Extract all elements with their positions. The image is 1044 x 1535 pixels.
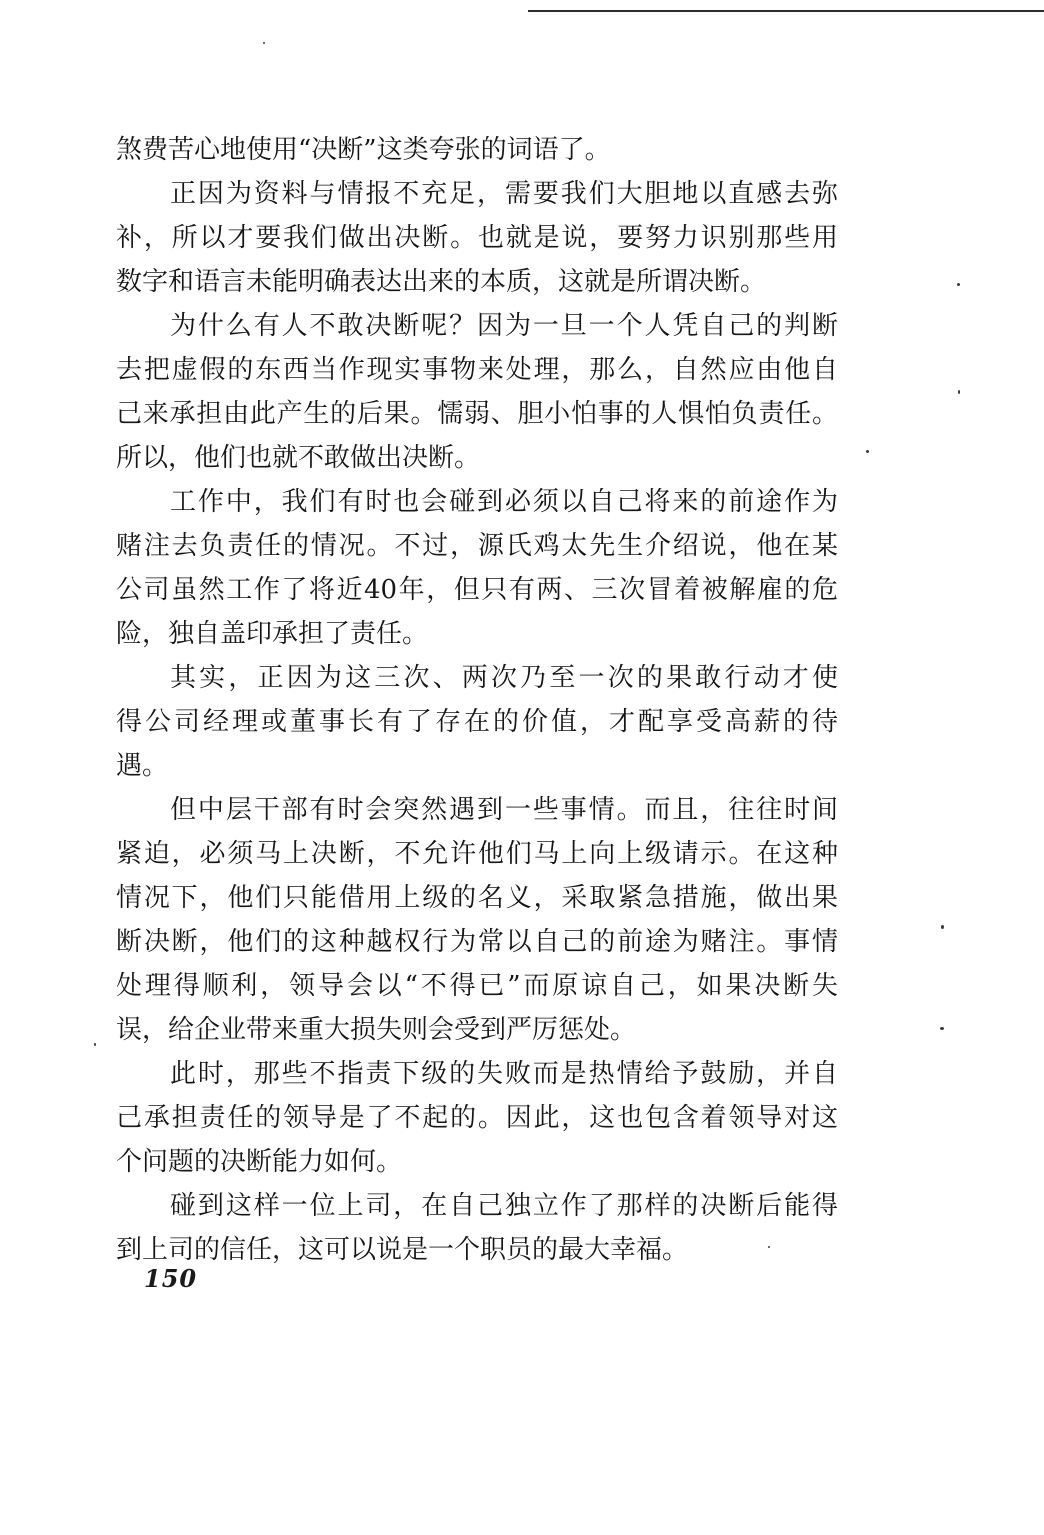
text-line: 碰到这样一位上司，在自己独立作了那样的决断后能得: [170, 1191, 838, 1221]
text-line: 其实，正因为这三次、两次乃至一次的果敢行动才使: [170, 663, 838, 693]
text-line: 得公司经理或董事长有了存在的价值，才配享受高薪的待: [116, 707, 838, 737]
text-line: 己承担责任的领导是了不起的。因此，这也包含着领导对这: [116, 1103, 838, 1133]
scan-speck: [263, 42, 265, 44]
paragraph: [116, 480, 838, 656]
scan-speck: [940, 1027, 944, 1030]
text-line: 险，独自盖印承担了责任。: [116, 619, 429, 649]
text-line: 个问题的决断能力如何。: [116, 1147, 403, 1177]
top-rule: [528, 10, 1044, 12]
text-line: 断决断，他们的这种越权行为常以自己的前途为赌注。事情: [116, 927, 838, 957]
text-line: 到上司的信任，这可以说是一个职员的最大幸福。: [116, 1235, 689, 1265]
text-line: 遇。: [116, 751, 169, 781]
text-line: 情况下，他们只能借用上级的名义，采取紧急措施，做出果: [116, 883, 838, 913]
text-line: 此时，那些不指责下级的失败而是热情给予鼓励，并自: [170, 1059, 838, 1089]
scan-speck: [94, 1043, 96, 1046]
text-line: 处理得顺利，领导会以“不得已”而原谅自己，如果决断失: [116, 971, 838, 1001]
text-line: 为什么有人不敢决断呢？因为一旦一个人凭自己的判断: [170, 311, 838, 341]
text-line: 煞费苦心地使用“决断”这类夸张的词语了。: [116, 135, 611, 165]
scan-speck: [866, 450, 869, 453]
paragraph: [116, 304, 838, 480]
text-line: 补，所以才要我们做出决断。也就是说，要努力识别那些用: [116, 223, 838, 253]
text-line: 去把虚假的东西当作现实事物来处理，那么，自然应由他自: [116, 355, 838, 385]
text-line: 工作中，我们有时也会碰到必须以自己将来的前途作为: [170, 487, 838, 517]
text-line: 赌注去负责任的情况。不过，源氏鸡太先生介绍说，他在某: [116, 531, 838, 561]
paragraph: [116, 788, 838, 1052]
text-line: 数字和语言未能明确表达出来的本质，这就是所谓决断。: [116, 267, 767, 297]
text-line: 公司虽然工作了将近40年，但只有两、三次冒着被解雇的危: [116, 575, 838, 605]
page-body-text: [116, 128, 838, 1272]
text-line: 己来承担由此产生的后果。懦弱、胆小怕事的人惧怕负责任。: [116, 399, 838, 429]
page-number: 150: [144, 1264, 198, 1293]
scan-speck: [957, 283, 960, 286]
paragraph: [116, 1184, 838, 1272]
text-line: 正因为资料与情报不充足，需要我们大胆地以直感去弥: [170, 179, 838, 209]
paragraph: [116, 1052, 838, 1184]
paragraph: [116, 128, 838, 172]
text-line: 所以，他们也就不敢做出决断。: [116, 443, 481, 473]
text-line: 误，给企业带来重大损失则会受到严厉惩处。: [116, 1015, 637, 1045]
scan-speck: [958, 390, 960, 394]
paragraph: [116, 656, 838, 788]
paragraph: [116, 172, 838, 304]
scan-speck: [768, 1246, 770, 1248]
text-line: 紧迫，必须马上决断，不允许他们马上向上级请示。在这种: [116, 839, 838, 869]
text-line: 但中层干部有时会突然遇到一些事情。而且，往往时间: [170, 795, 838, 825]
scan-speck: [941, 925, 944, 929]
